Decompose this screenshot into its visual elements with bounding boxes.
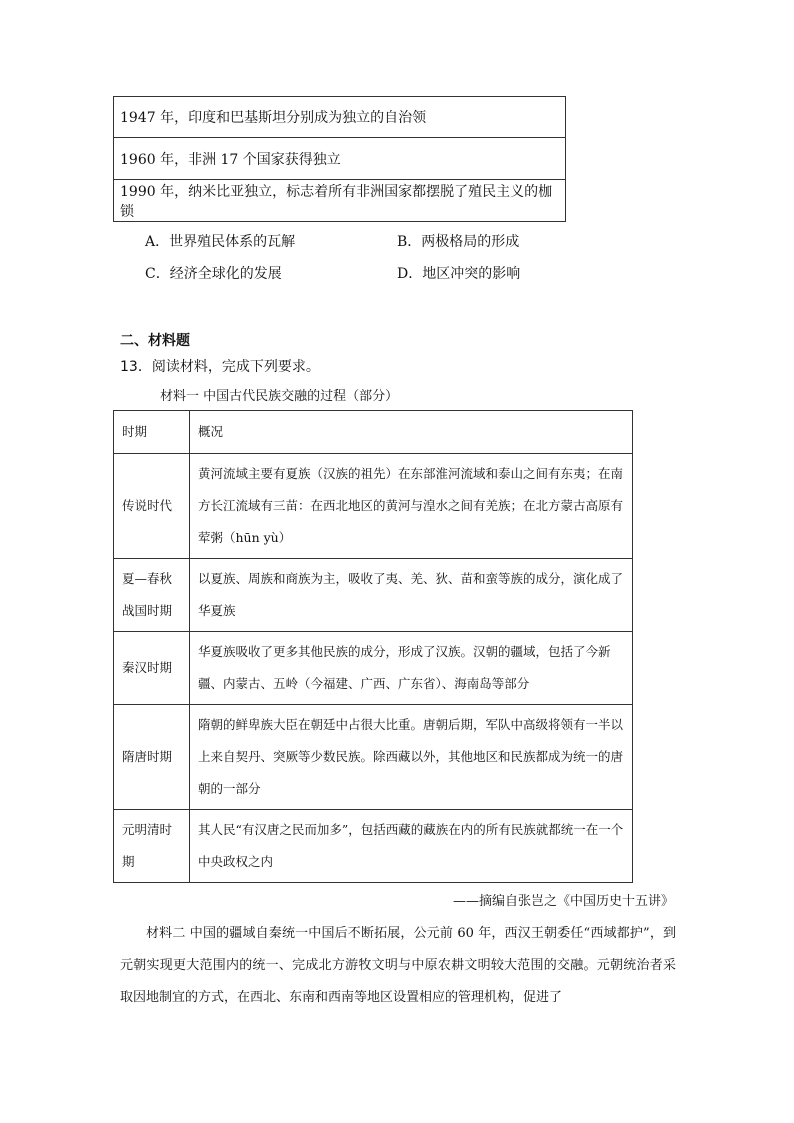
table-row	[114, 97, 566, 138]
desc-cell: 隋朝的鲜卑族大臣在朝廷中占很大比重。唐朝后期，军队中高级将领有一半以上来自契丹、突厥等少数民族。除西藏以外，其他地区和民族都成为统一的唐朝的一部分	[190, 705, 633, 810]
table-row	[114, 632, 633, 705]
table-cell: 1990 年，纳米比亚独立，标志着所有非洲国家都摆脱了殖民主义的枷锁	[114, 180, 566, 222]
table-row	[114, 138, 566, 180]
header-desc: 概况	[190, 411, 633, 454]
material1-table	[113, 410, 633, 883]
table-row	[114, 559, 633, 632]
events-table	[113, 96, 566, 222]
desc-cell: 其人民“有汉唐之民而加多”，包括西藏的藏族在内的所有民族就都统一在一个中央政权之内	[190, 810, 633, 883]
period-cell: 传说时代	[114, 454, 190, 559]
question-prompt: 13．阅读材料，完成下列要求。	[120, 359, 320, 375]
period-cell: 元明清时期	[114, 810, 190, 883]
table-row	[114, 180, 566, 222]
desc-cell: 华夏族吸收了更多其他民族的成分，形成了汉族。汉朝的疆域，包括了今新疆、内蒙古、五岭（今福建、广西、广东省）、海南岛等部分	[190, 632, 633, 705]
period-cell: 隋唐时期	[114, 705, 190, 810]
period-cell: 秦汉时期	[114, 632, 190, 705]
material2-text: 材料二 中国的疆域自秦统一中国后不断拓展，公元前 60 年，西汉王朝委任“西域都护”，到元朝实现更大范围内的统一、完成北方游牧文明与中原农耕文明较大范围的交融。元朝统治者采取因地制宜的方式，在西北、东南和西南等地区设置相应的管理机构，促进了	[120, 926, 676, 1005]
table-row	[114, 454, 633, 559]
header-period: 时期	[114, 411, 190, 454]
option-b: B．两极格局的形成	[397, 234, 520, 250]
material1-caption: 材料一 中国古代民族交融的过程（部分）	[160, 389, 399, 404]
table-cell: 1960 年，非洲 17 个国家获得独立	[114, 138, 566, 180]
table-row	[114, 705, 633, 810]
desc-cell: 黄河流域主要有夏族（汉族的祖先）在东部淮河流域和泰山之间有东夷；在南方长江流域有三苗：在西北地区的黄河与湟水之间有羌族；在北方蒙古高原有荤粥（hūn yù）	[190, 454, 633, 559]
option-a: A．世界殖民体系的瓦解	[145, 234, 296, 250]
option-c: C．经济全球化的发展	[145, 266, 282, 282]
table-row	[114, 810, 633, 883]
period-cell: 夏—春秋战国时期	[114, 559, 190, 632]
option-d: D．地区冲突的影响	[397, 266, 521, 282]
table-header-row	[114, 411, 633, 454]
table-cell: 1947 年，印度和巴基斯坦分别成为独立的自治领	[114, 97, 566, 138]
section-title: 二、材料题	[120, 333, 190, 349]
material1-source: ——摘编自张岂之《中国历史十五讲》	[452, 894, 674, 909]
desc-cell: 以夏族、周族和商族为主，吸收了夷、羌、狄、苗和蛮等族的成分，演化成了华夏族	[190, 559, 633, 632]
